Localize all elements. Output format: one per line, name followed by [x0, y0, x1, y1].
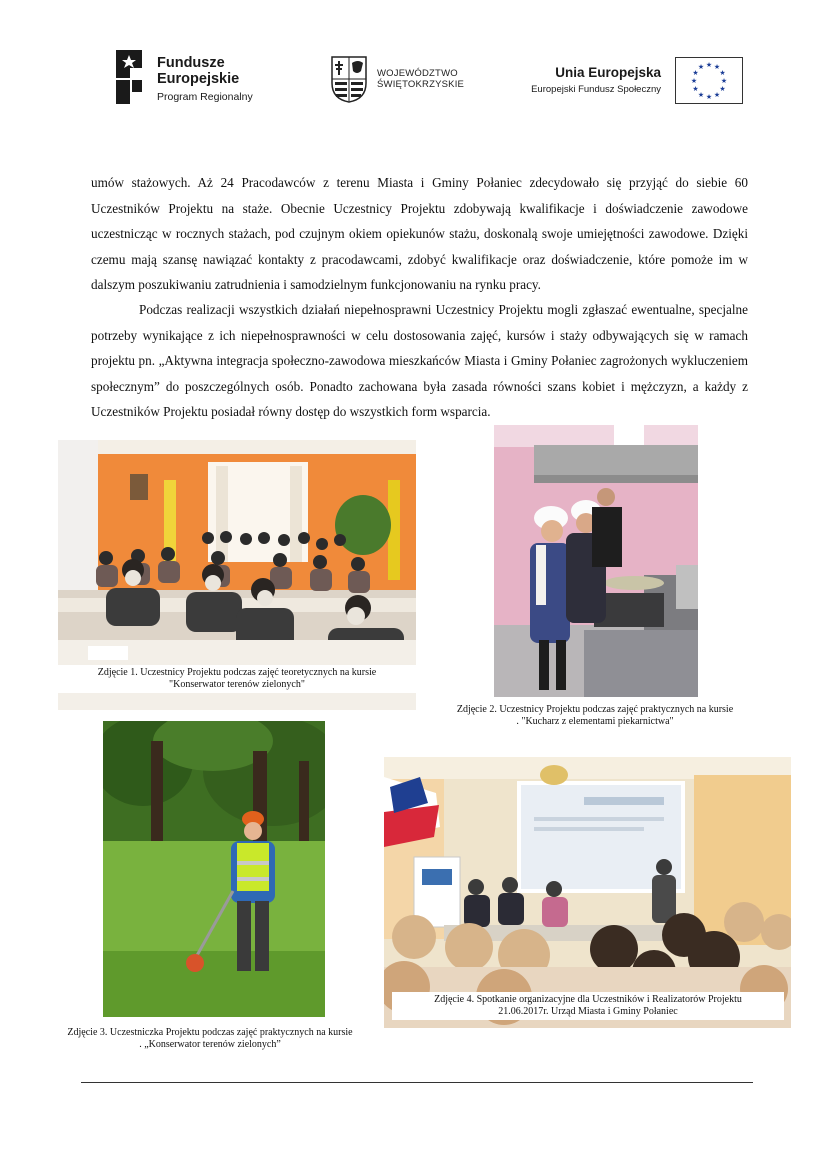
- photo-meeting: [384, 757, 791, 1028]
- svg-text:★: ★: [719, 85, 726, 93]
- coat-of-arms-icon: [330, 55, 368, 103]
- footer-divider: [81, 1082, 753, 1083]
- svg-text:★: ★: [713, 91, 721, 99]
- fe-logo-line2: Europejskie: [157, 71, 240, 87]
- fe-logo-subtitle: Program Regionalny: [157, 91, 253, 103]
- ws-line1: WOJEWÓDZTWO: [377, 68, 458, 79]
- caption-photo-4: [392, 992, 784, 1020]
- caption-3-line2: . „Konserwator terenów zielonych”: [139, 1039, 281, 1050]
- svg-text:★: ★: [692, 85, 699, 93]
- svg-text:★: ★: [697, 63, 705, 71]
- caption-photo-2: [430, 704, 760, 728]
- photo-park-mowing: [103, 721, 325, 1017]
- svg-text:★: ★: [720, 77, 728, 85]
- paragraph-internships: umów stażowych. Aż 24 Pracodawców z terenu Miasta i Gminy Połaniec zdecydowało się przyjąć do siebie 60 Uczestników Projektu na staże. Obecnie Uczestnicy Projektu zdobywają kwalifikacje i doświadczenie zawodowe uczestnicząc w rocznych stażach, pod czujnym okiem opiekunów stażu, doskonalą swoje umiejętności zawodowe. Dzięki czemu mają szansę nawiązać kontakty z pracodawcami, zdobyć kwalifikacje oraz doświadczenie, które pomoże im w dalszym poszukiwaniu zatrudnienia i samodzielnym funkcjonowaniu na rynku pracy.: [91, 175, 748, 292]
- fe-logo-line1: Fundusze: [157, 55, 225, 71]
- eu-logo-title: Unia Europejska: [555, 65, 661, 80]
- eu-flag-icon: [675, 57, 743, 104]
- fe-logo-title: [157, 55, 277, 87]
- caption-photo-1: [58, 665, 416, 693]
- wojewodztwo-name: [377, 68, 477, 90]
- svg-text:★: ★: [705, 93, 713, 101]
- caption-3-line1: Zdjęcie 3. Uczestniczka Projektu podczas zajęć praktycznych na kursie: [67, 1027, 353, 1038]
- caption-4-line1: Zdjęcie 4. Spotkanie organizacyjne dla Uczestników i Realizatorów Projektu: [434, 994, 742, 1005]
- eu-logo-subtitle: Europejski Fundusz Społeczny: [531, 84, 661, 95]
- fundusze-europejskie-logo: [112, 46, 272, 108]
- wojewodztwo-logo: [330, 55, 470, 105]
- svg-text:★: ★: [690, 77, 698, 85]
- svg-text:★: ★: [713, 63, 721, 71]
- svg-text:★: ★: [719, 69, 726, 77]
- caption-2-line1: Zdjęcie 2. Uczestnicy Projektu podczas zajęć praktycznych na kursie: [456, 704, 734, 715]
- paragraph-equal-access: Podczas realizacji wszystkich działań niepełnosprawni Uczestnicy Projektu mogli zgłaszać ewentualne, specjalne potrzeby wynikające z ich niepełnosprawności w celu dostosowania zajęć, kursów i staży odbywających się w ramach projektu pn. „Aktywna integracja społeczno-zawodowa mieszkańców Miasta i Gminy Połaniec zagrożonych wykluczeniem społecznym” do poszczególnych osób. Ponadto zachowana była zasada równości szans kobiet i mężczyzn, a każdy z Uczestników Projektu posiadał równy dostęp do wszystkich form wsparcia.: [91, 302, 748, 419]
- caption-2-line2: . "Kucharz z elementami piekarnictwa": [516, 716, 674, 727]
- ws-line2: ŚWIĘTOKRZYSKIE: [377, 79, 465, 90]
- svg-text:★: ★: [697, 91, 705, 99]
- svg-text:★: ★: [692, 69, 699, 77]
- caption-1-line2: "Konserwator terenów zielonych": [169, 679, 305, 690]
- caption-4-line2: 21.06.2017r. Urząd Miasta i Gminy Połaniec: [498, 1006, 678, 1017]
- caption-1-line1: Zdjęcie 1. Uczestnicy Projektu podczas zajęć teoretycznych na kursie: [97, 667, 377, 678]
- caption-photo-3: [40, 1027, 380, 1051]
- svg-text:★: ★: [705, 61, 713, 69]
- unia-europejska-logo: [520, 57, 745, 105]
- fundusze-europejskie-mark-icon: [112, 48, 146, 106]
- photo-kitchen: [494, 425, 698, 697]
